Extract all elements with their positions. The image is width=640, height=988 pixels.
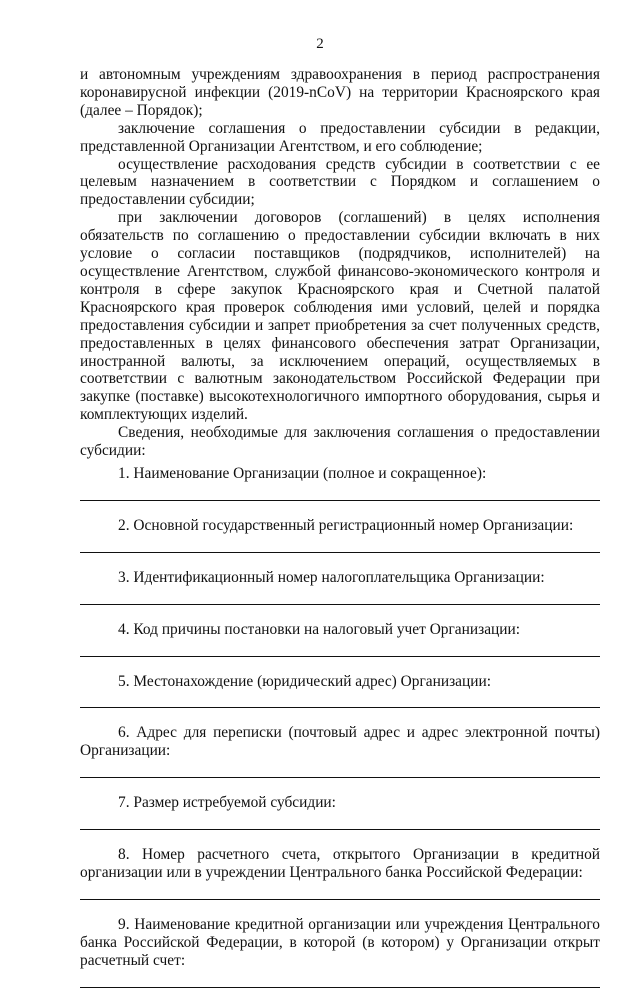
- fill-line-ogrn[interactable]: [80, 552, 600, 553]
- form-item-kpp: 4. Код причины постановки на налоговый учет Организации:: [118, 620, 521, 638]
- fill-line-kpp[interactable]: [80, 656, 600, 657]
- form-item-legal-address: 5. Местонахождение (юридический адрес) Организации:: [118, 672, 491, 690]
- form-item-name: 1. Наименование Организации (полное и сокращенное):: [118, 464, 487, 482]
- form-item-account-number: 8. Номер расчетного счета, открытого Организации в кредитной организации или в учреждении Центрального банка Российской Федерации:: [80, 846, 600, 882]
- form-item-ogrn: 2. Основной государственный регистрационный номер Организации:: [118, 516, 574, 534]
- paragraph-spending: осуществление расходования средств субсидии в соответствии с ее целевым назначением в соответствии с Порядком и соглашением о предоставлении субсидии;: [80, 155, 600, 209]
- fill-line-subsidy-amount[interactable]: [80, 829, 600, 830]
- paragraph-continuation: и автономным учреждениям здравоохранения в период распространения коронавирусной инфекции (2019-nCoV) на территории Красноярского края (далее – Порядок);: [80, 66, 600, 119]
- paragraph-contracts: при заключении договоров (соглашений) в целях исполнения обязательств по соглашению о предоставлении субсидии включать в них условие о согласии поставщиков (подрядчиков, исполнителей) на осуществление Агентством, службой финансово-экономического контроля и контроля в сфере закупок Красноярского края и Счетной палатой Красноярского края проверок соблюдения ими условий, целей и порядка предоставления субсидии и запрет приобретения за счет полученных средств, предоставленных в целях финансового обеспечения затрат Организации, иностранной валюты, за исключением операций, осуществляемых в соответствии с валютным законодательством Российской Федерации при закупке (поставке) высокотехнологичного импортного оборудования, сырья и комплектующих изделий.: [80, 209, 600, 424]
- paragraph-required-info: Сведения, необходимые для заключения соглашения о предоставлении субсидии:: [80, 424, 600, 460]
- fill-line-legal-address[interactable]: [80, 707, 600, 708]
- document-body: [80, 66, 600, 988]
- form-item-inn: 3. Идентификационный номер налогоплательщика Организации:: [118, 568, 545, 586]
- fill-line-account-number[interactable]: [80, 899, 600, 900]
- form-item-mailing-address: 6. Адрес для переписки (почтовый адрес и адрес электронной почты) Организации:: [80, 724, 600, 760]
- form-item-bank-name: 9. Наименование кредитной организации или учреждения Центрального банка Российской Федерации, в которой (в котором) у Организации открыт расчетный счет:: [80, 916, 600, 969]
- page-number: 2: [316, 36, 324, 52]
- form-item-subsidy-amount: 7. Размер истребуемой субсидии:: [118, 794, 336, 812]
- fill-line-name[interactable]: [80, 500, 600, 501]
- fill-line-mailing-address[interactable]: [80, 777, 600, 778]
- paragraph-agreement-conclusion: заключение соглашения о предоставлении субсидии в редакции, представленной Организации Агентством, и его соблюдение;: [80, 119, 600, 155]
- fill-line-inn[interactable]: [80, 604, 600, 605]
